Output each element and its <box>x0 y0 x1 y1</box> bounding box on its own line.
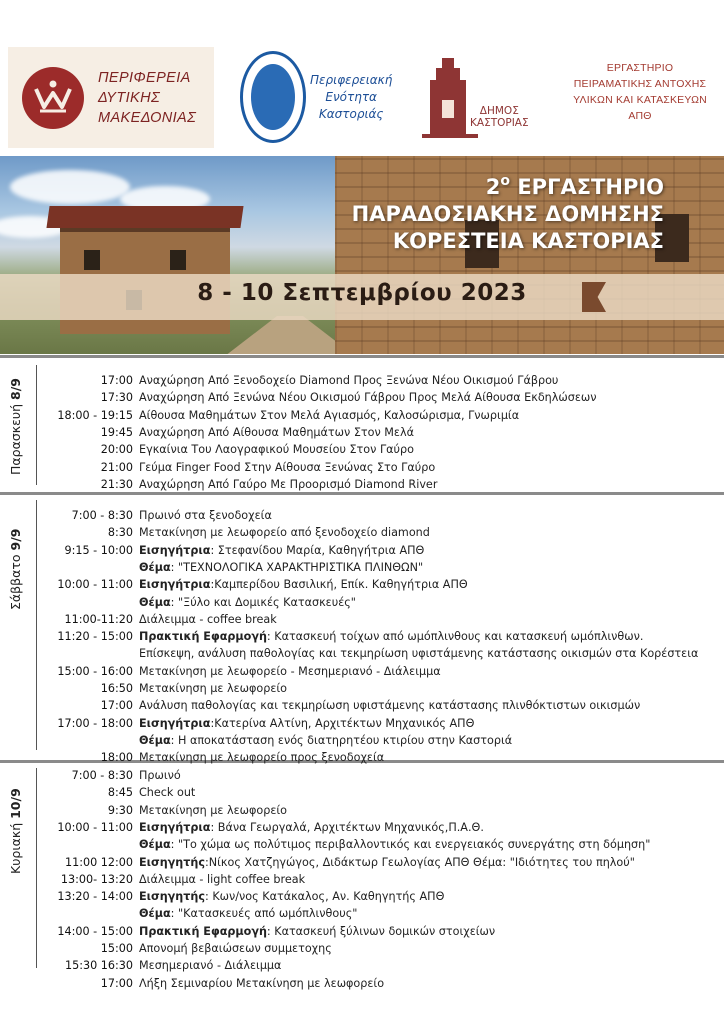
schedule-text: Μετακίνηση με λεωφορείο από ξενοδοχείο diamond <box>139 526 430 540</box>
schedule-time: 21:00 <box>100 460 133 474</box>
schedule-description <box>139 905 357 922</box>
schedule-description <box>139 819 484 836</box>
schedule-description <box>139 441 414 458</box>
schedule-text: Πρωινό <box>139 769 181 782</box>
schedule-text: : "ΤΕΧΝΟΛΟΓΙΚΑ ΧΑΡΑΚΤΗΡΙΣΤΙΚΑ ΠΛΙΝΘΩΝ" <box>170 560 424 574</box>
schedule-text: Αναχώρηση Από Αίθουσα Μαθημάτων Στον Μελά <box>139 425 414 439</box>
schedule-text: Λήξη Σεμιναρίου Μετακίνηση με λεωφορείο <box>139 976 385 990</box>
schedule-row <box>0 888 724 905</box>
day-date: 9/9 <box>8 528 23 551</box>
schedule-row <box>0 611 724 628</box>
lab-logo <box>564 60 716 140</box>
schedule-description <box>139 957 281 974</box>
lab-logo-line-3: ΥΛΙΚΩΝ ΚΑΙ ΚΑΤΑΣΚΕΥΩΝ <box>573 94 707 106</box>
schedule-description <box>139 663 441 680</box>
schedule-description <box>139 389 597 406</box>
schedule-description <box>139 576 468 593</box>
schedule-role: Πρακτική Εφαρμογή <box>139 630 267 644</box>
schedule-time: 9:30 <box>107 803 133 817</box>
schedule-row <box>0 372 724 389</box>
schedule-role: Εισηγήτρια <box>139 716 211 730</box>
schedule-row <box>0 767 724 784</box>
schedule-role: Θέμα <box>139 733 171 747</box>
logo-strip <box>0 42 724 157</box>
schedule-text: Μετακίνηση με λεωφορείο - Μεσημεριανό - Διάλειμμα <box>139 664 441 678</box>
schedule-description <box>139 611 277 628</box>
date-bar <box>0 274 724 320</box>
schedule-text: Μετακίνηση με λεωφορείο προς ξενοδοχεία <box>139 751 385 765</box>
schedule-text: Check out <box>139 786 196 800</box>
schedule-role: Εισηγητής <box>139 855 205 869</box>
schedule-row <box>0 854 724 871</box>
schedule-row <box>0 923 724 940</box>
schedule-text: Εγκαίνια Του Λαογραφικού Μουσείου Στον Γαύρο <box>139 443 414 457</box>
title-line-1: ΕΡΓΑΣΤΗΡΙΟ <box>517 175 664 199</box>
schedule-role: Εισηγητής <box>139 890 205 904</box>
schedule-row <box>0 715 724 732</box>
schedule-time: 7:00 - 8:30 <box>71 509 133 522</box>
schedule-text: : Βάνα Γεωργαλά, Αρχιτέκτων Μηχανικός,Π.Α.Θ. <box>210 820 484 834</box>
schedule-text: Μετακίνηση με λεωφορείο <box>139 682 288 695</box>
event-title <box>300 174 664 255</box>
schedule-time: 13:20 - 14:00 <box>57 890 133 904</box>
schedule-row <box>0 645 724 662</box>
municipality-line-1: ΔΗΜΟΣ <box>479 105 519 117</box>
schedule-row <box>0 507 724 524</box>
schedule-description <box>139 715 474 732</box>
schedule-text: :Καμπερίδου Βασιλική, Επίκ. Καθηγήτρια ΑΠΘ <box>210 578 468 592</box>
schedule-text: Μετακίνηση με λεωφορείο <box>139 803 288 817</box>
schedule-row <box>0 542 724 559</box>
schedule-description <box>139 854 635 871</box>
schedule-role: Πρακτική Εφαρμογή <box>139 924 267 938</box>
schedule-time: 8:30 <box>107 526 133 540</box>
schedule-time: 14:00 - 15:00 <box>57 924 133 938</box>
regional-unit-logo <box>240 47 400 147</box>
region-logo <box>8 47 214 148</box>
schedule-row <box>0 836 724 853</box>
schedule-time: 20:00 <box>100 443 133 457</box>
schedule-description <box>139 923 495 940</box>
schedule-description <box>139 697 640 714</box>
schedule-text: Αίθουσα Μαθημάτων Στον Μελά Αγιασμός, Καλοσώρισμα, Γνωριμία <box>139 408 520 422</box>
schedule-row <box>0 871 724 888</box>
schedule-row <box>0 663 724 680</box>
title-ordinal: ο <box>500 173 511 189</box>
schedule-description <box>139 507 272 524</box>
schedule-time: 17:30 <box>100 391 133 405</box>
unit-logo-line-3: Καστοριάς <box>318 106 384 121</box>
region-logo-line-1: ΠΕΡΙΦΕΡΕΙΑ <box>98 69 191 86</box>
schedule-text: Αναχώρηση Από Ξενοδοχείο Diamond Προς Ξενώνα Νέου Οικισμού Γάβρου <box>139 374 559 387</box>
schedule-row <box>0 680 724 697</box>
schedule-description <box>139 628 643 645</box>
schedule-text: :Νίκος Χατζηγώγος, Διδάκτωρ Γεωλογίας ΑΠΘ Θέμα: "Ιδιότητες του πηλού" <box>205 855 635 869</box>
schedule-text: Ανάλυση παθολογίας και τεκμηρίωση υφιστάμενης κατάστασης πλινθόκτιστων οικισμών <box>139 699 641 713</box>
schedule-description <box>139 645 698 662</box>
schedule-description <box>139 476 437 493</box>
title-number: 2 <box>485 175 501 199</box>
schedule-row <box>0 524 724 541</box>
schedule-time: 18:00 <box>100 751 133 765</box>
schedule-text: : Κων/νος Κατάκαλος, Αν. Καθηγητής ΑΠΘ <box>205 890 445 904</box>
schedule-description <box>139 524 430 541</box>
schedule-description <box>139 802 287 819</box>
schedule-text: : Κατασκευή τοίχων από ωμόπλινθους και κατασκευή ωμόπλινθων. <box>266 630 644 644</box>
day-date: 10/9 <box>8 788 23 819</box>
schedule-text: : "Κατασκευές από ωμόπλινθους" <box>170 907 358 921</box>
schedule-description <box>139 680 287 697</box>
lab-logo-line-1: ΕΡΓΑΣΤΗΡΙΟ <box>606 62 674 74</box>
schedule-time: 17:00 <box>100 699 133 713</box>
schedule-time: 15:30 16:30 <box>64 959 133 973</box>
schedule-description <box>139 559 423 576</box>
schedule-text: : Η αποκατάσταση ενός διατηρητέου κτιρίου στην Καστοριά <box>170 733 513 747</box>
schedule-description <box>139 372 558 389</box>
schedule-description <box>139 784 195 801</box>
schedule-row <box>0 441 724 458</box>
municipality-castle-icon <box>420 50 550 145</box>
schedule-description <box>139 749 384 766</box>
schedule-description <box>139 836 650 853</box>
schedule-time: 17:00 <box>100 976 133 990</box>
schedule-row <box>0 957 724 974</box>
schedule-text: Γεύμα Finger Food Στην Αίθουσα Ξενώνας Στο Γαύρο <box>139 460 436 474</box>
schedule-row <box>0 732 724 749</box>
municipality-logo <box>420 50 550 145</box>
schedule-row <box>0 749 724 766</box>
schedule-row <box>0 697 724 714</box>
schedule-description <box>139 459 435 476</box>
region-emblem-icon <box>22 67 84 129</box>
hero-banner <box>0 156 724 354</box>
schedule-row <box>0 819 724 836</box>
schedule-description <box>139 594 356 611</box>
schedule-text: Διάλειμμα - coffee break <box>139 612 277 626</box>
schedule-time: 17:00 <box>100 374 133 387</box>
schedule-role: Εισηγήτρια <box>139 543 211 557</box>
schedule-role: Εισηγήτρια <box>139 820 211 834</box>
schedule-description <box>139 871 305 888</box>
schedule-row <box>0 594 724 611</box>
schedule-text: Μεσημεριανό - Διάλειμμα <box>139 959 282 973</box>
schedule-time: 10:00 - 11:00 <box>57 820 133 834</box>
schedule-text: Απονομή βεβαιώσεων συμμετοχης <box>139 942 332 955</box>
schedule-row <box>0 628 724 645</box>
title-line-3: ΚΟΡΕΣΤΕΙΑ ΚΑΣΤΟΡΙΑΣ <box>392 229 664 253</box>
schedule-text: :Κατερίνα Αλτίνη, Αρχιτέκτων Μηχανικός ΑΠΘ <box>210 716 475 730</box>
schedule-text: Αναχώρηση Από Ξενώνα Νέου Οικισμού Γάβρου Προς Μελά Αίθουσα Εκδηλώσεων <box>139 391 597 405</box>
lab-logo-line-2: ΠΕΙΡΑΜΑΤΙΚΗΣ ΑΝΤΟΧΗΣ <box>573 78 707 90</box>
schedule-row <box>0 784 724 801</box>
schedule-description <box>139 542 424 559</box>
schedule-row <box>0 459 724 476</box>
unit-logo-line-2: Ενότητα <box>325 89 377 104</box>
schedule-time: 9:15 - 10:00 <box>64 543 133 557</box>
schedule-description <box>139 888 444 905</box>
schedule-row <box>0 905 724 922</box>
event-date: 8 - 10 Σεπτεμβρίου 2023 <box>197 280 527 306</box>
schedule-time: 19:45 <box>100 425 133 439</box>
schedule-description <box>139 767 181 784</box>
schedule-time: 15:00 - 16:00 <box>57 664 133 678</box>
region-logo-line-3: ΜΑΚΕΔΟΝΙΑΣ <box>98 109 197 126</box>
schedule-time: 11:00 12:00 <box>64 855 133 869</box>
day-name: Κυριακή <box>8 822 23 874</box>
schedule-description <box>139 940 332 957</box>
schedule-text: : Κατασκευή ξύλινων δομικών στοιχείων <box>266 924 496 938</box>
day-name: Σάββατο <box>8 554 23 610</box>
schedule-time: 21:30 <box>100 477 133 491</box>
schedule-description <box>139 407 519 424</box>
schedule-time: 11:20 - 15:00 <box>57 630 133 644</box>
schedule-row <box>0 802 724 819</box>
schedule-row <box>0 576 724 593</box>
schedule-role: Θέμα <box>139 560 171 574</box>
schedule-time: 10:00 - 11:00 <box>57 578 133 592</box>
lab-logo-line-4: ΑΠΘ <box>628 110 652 122</box>
schedule-row <box>0 940 724 957</box>
schedule-description <box>139 424 414 441</box>
schedule-text: : "Το χώμα ως πολύτιμος περιβαλλοντικός και ενεργειακός συνεργάτης στη δόμηση" <box>170 838 651 852</box>
schedule-row <box>0 559 724 576</box>
schedule-role: Θέμα <box>139 838 171 852</box>
schedule-time: 18:00 - 19:15 <box>57 408 133 422</box>
schedule-text: Διάλειμμα - light coffee break <box>139 872 306 886</box>
schedule-time: 8:45 <box>107 786 133 800</box>
day-date: 8/9 <box>8 378 23 401</box>
regional-unit-map-icon <box>240 51 306 143</box>
cloud-shape <box>10 170 130 204</box>
schedule-text: Πρωινό στα ξενοδοχεία <box>139 509 272 522</box>
schedule-text: : Στεφανίδου Μαρία, Καθηγήτρια ΑΠΘ <box>210 543 425 557</box>
schedule-description <box>139 975 384 992</box>
municipality-line-2: ΚΑΣΤΟΡΙΑΣ <box>470 117 529 129</box>
day-name: Παρασκευή <box>8 404 23 476</box>
schedule-role: Θέμα <box>139 907 171 921</box>
schedule-time: 15:00 <box>100 942 133 955</box>
schedule-time: 13:00- 13:20 <box>60 872 133 886</box>
schedule-row <box>0 424 724 441</box>
schedule-time: 7:00 - 8:30 <box>71 769 133 782</box>
region-logo-line-2: ΔΥΤΙΚΗΣ <box>98 89 161 106</box>
schedule-role: Εισηγήτρια <box>139 578 211 592</box>
schedule-role: Θέμα <box>139 595 171 609</box>
schedule-text: Αναχώρηση Από Γαύρο Με Προορισμό Diamond River <box>139 477 438 491</box>
title-line-2: ΠΑΡΑΔΟΣΙΑΚΗΣ ΔΟΜΗΣΗΣ <box>351 202 664 226</box>
schedule-row <box>0 476 724 493</box>
schedule-text: : "Ξύλο και Δομικές Κατασκευές" <box>170 595 356 609</box>
schedule-time: 17:00 - 18:00 <box>57 716 133 730</box>
schedule-description <box>139 732 512 749</box>
schedule-row <box>0 975 724 992</box>
schedule-row <box>0 407 724 424</box>
unit-logo-line-1: Περιφερειακή <box>310 72 393 87</box>
schedule-text: Επίσκεψη, ανάλυση παθολογίας και τεκμηρίωση υφιστάμενης κατάστασης οικισμών στα Κορέστεια <box>139 647 699 661</box>
day-separator <box>0 355 724 358</box>
schedule-time: 11:00-11:20 <box>64 612 133 626</box>
schedule-row <box>0 389 724 406</box>
schedule-time: 16:50 <box>100 682 133 695</box>
